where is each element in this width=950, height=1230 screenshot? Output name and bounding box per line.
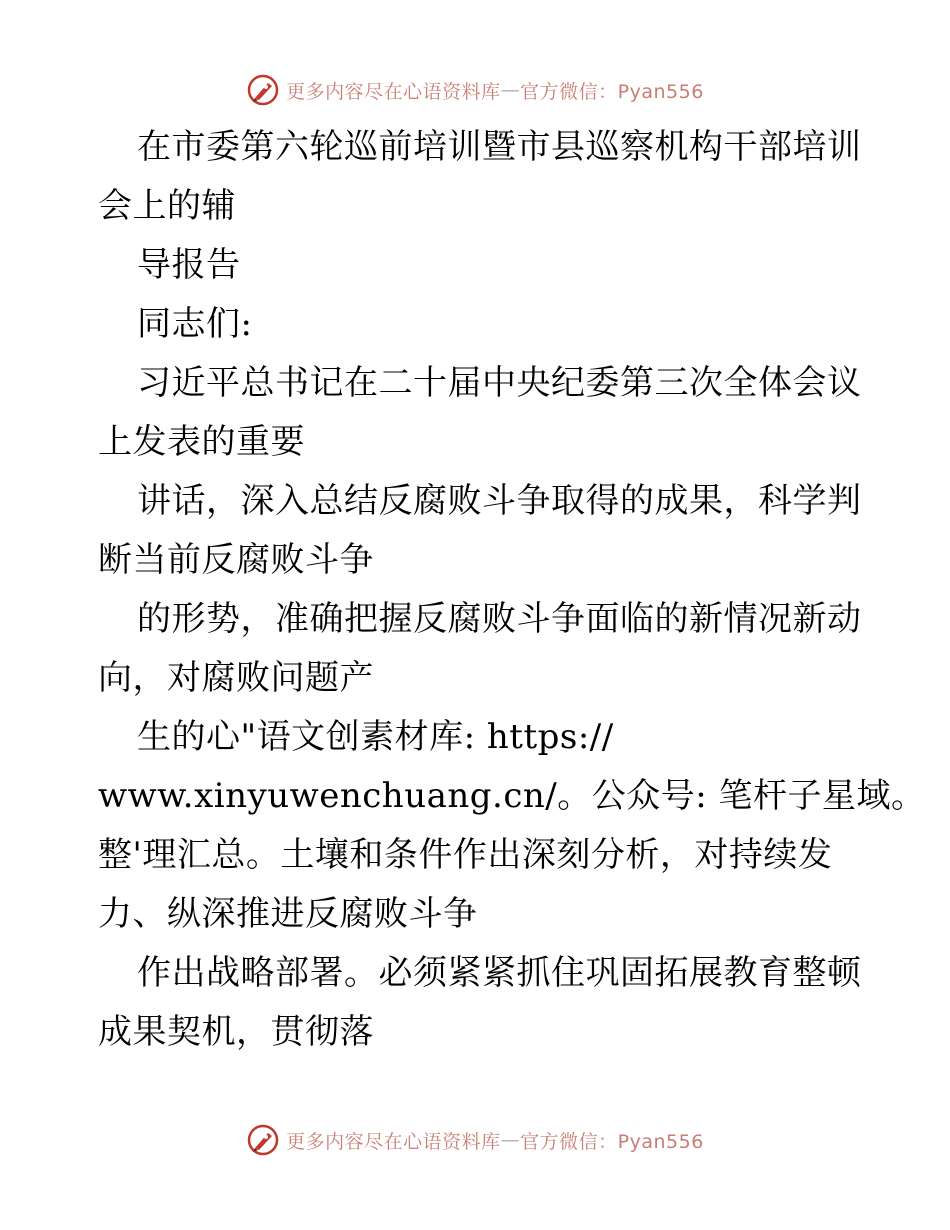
text-line: 整'理汇总。土壤和条件作出深刻分析，对持续发 [98, 835, 833, 875]
banner-contact-text: 官方微信：Pyan556 [520, 1130, 704, 1153]
banner-main-text: 更多内容尽在心语资料库 [286, 80, 501, 103]
text-line: 向，对腐败问题产 [98, 658, 374, 698]
text-line: 同志们: [137, 304, 253, 344]
text-line: 生的心"语文创素材库: https:// [137, 717, 614, 757]
footer-banner [0, 1120, 950, 1160]
text-line: 作出战略部署。必须紧紧抓住巩固拓展教育整顿 [137, 953, 862, 993]
text-line: 讲话，深入总结反腐败斗争取得的成果，科学判 [137, 481, 862, 521]
banner-main-text: 更多内容尽在心语资料库 [286, 1130, 501, 1153]
text-line: www.xinyuwenchuang.cn/。公众号: 笔杆子星域。 [98, 776, 926, 816]
text-line: 断当前反腐败斗争 [98, 540, 374, 580]
text-line: 习近平总书记在二十届中央纪委第三次全体会议 [137, 363, 862, 403]
banner-separator: — [500, 1129, 521, 1151]
text-line: 力、纵深推进反腐败斗争 [98, 894, 478, 934]
text-line: 上发表的重要 [98, 422, 305, 462]
text-line: 的形势，准确把握反腐败斗争面临的新情况新动 [137, 599, 862, 639]
text-line: 成果契机，贯彻落 [98, 1012, 374, 1052]
pen-logo-icon [246, 1123, 280, 1157]
text-line: 在市委第六轮巡前培训暨市县巡察机构干部培训 [137, 127, 862, 167]
pen-logo-icon [246, 73, 280, 107]
text-line: 会上的辅 [98, 186, 236, 226]
banner-separator: — [500, 79, 521, 101]
document-body [98, 118, 926, 1062]
text-line: 导报告 [137, 245, 241, 285]
header-banner [0, 70, 950, 110]
banner-contact-text: 官方微信：Pyan556 [520, 80, 704, 103]
